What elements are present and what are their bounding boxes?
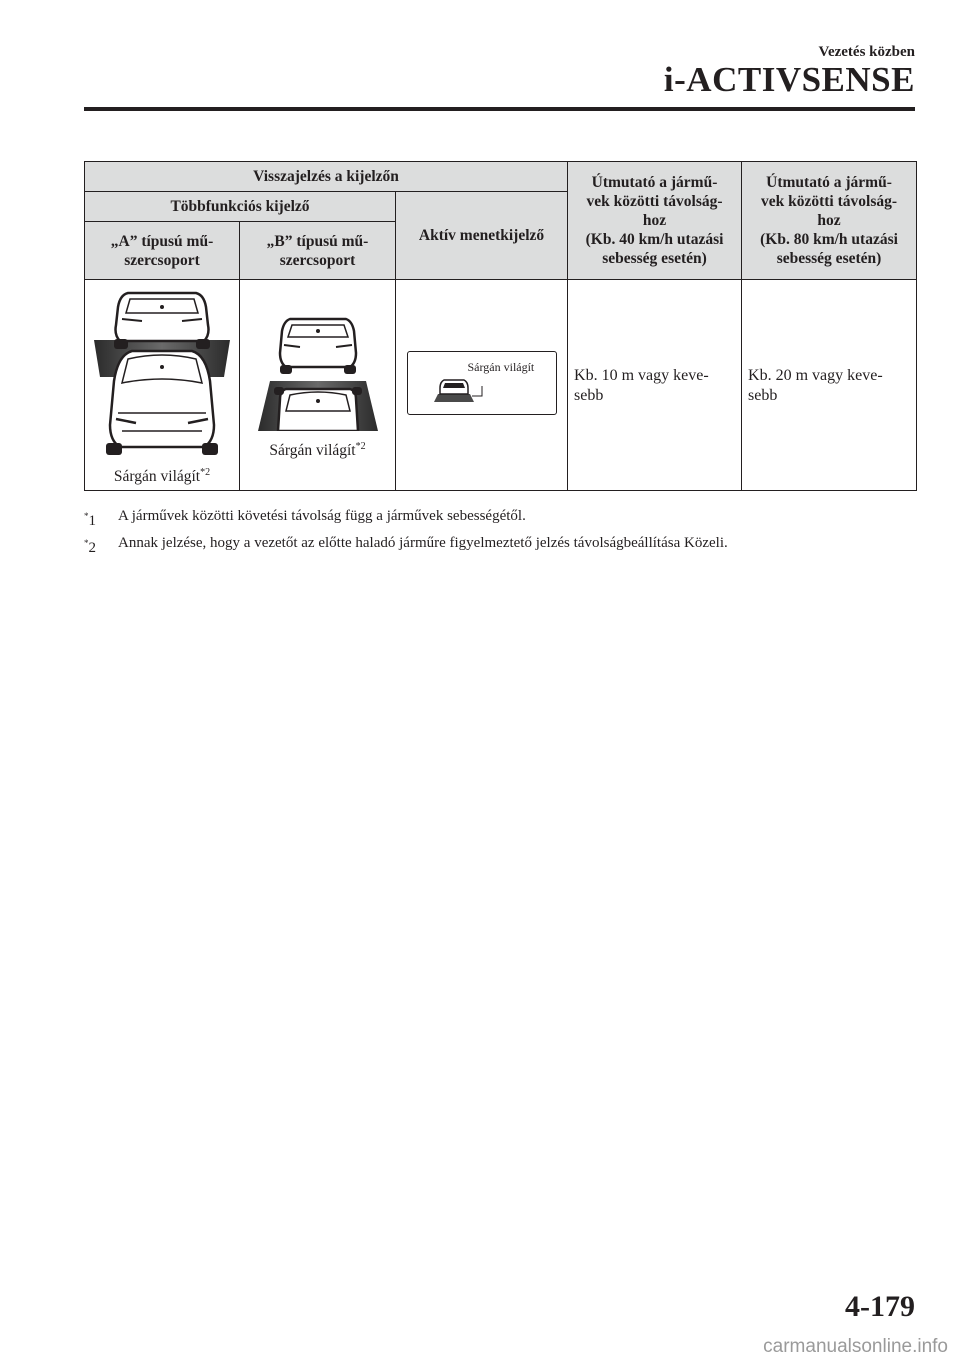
type-b-caption: Sárgán világít$^{*2}$ bbox=[269, 441, 366, 460]
distance-40-cell: Kb. 10 m vagy keve- sebb bbox=[568, 280, 742, 491]
section-heading: Vezetés közben bbox=[818, 44, 915, 60]
type-b-cars-illustration bbox=[256, 313, 380, 431]
header-multi-display: Többfunkciós kijelző bbox=[85, 192, 396, 222]
header-guide-40: Útmutató a jármű- vek közötti távolság- hoz (Kb. 40 km/h utazási sebesség esetén) bbox=[568, 162, 742, 280]
header-divider bbox=[84, 107, 915, 111]
header-guide-80: Útmutató a jármű- vek közötti távolság- hoz (Kb. 80 km/h utazási sebesség esetén) bbox=[742, 162, 917, 280]
page-number: 4-179 bbox=[845, 1290, 915, 1323]
footnote-2: *2 Annak jelzése, hogy a vezetőt az előtte haladó járműre figyelmeztető jelzés távolságbeállítása Közeli. bbox=[84, 535, 728, 556]
active-display-illustration bbox=[407, 351, 557, 415]
type-a-illustration-cell bbox=[85, 280, 240, 491]
type-a-cars-illustration bbox=[92, 285, 232, 463]
distance-80-cell: Kb. 20 m vagy keve- sebb bbox=[742, 280, 917, 491]
header-active-display: Aktív menetkijelző bbox=[396, 192, 568, 280]
active-display-caption: Sárgán világít bbox=[467, 360, 535, 374]
page-title: i-ACTIVSENSE bbox=[663, 60, 915, 99]
footnote-1: *1 A járművek közötti követési távolság függ a járművek sebességétől. bbox=[84, 508, 526, 529]
header-display-indication: Visszajelzés a kijelzőn bbox=[85, 162, 568, 192]
footnotes bbox=[84, 505, 916, 559]
type-a-caption: Sárgán világít$^{*2}$ bbox=[113, 467, 211, 486]
type-b-illustration-cell bbox=[240, 280, 396, 491]
header-type-b: „B” típusú mű- szercsoport bbox=[240, 222, 396, 280]
header-type-a: „A” típusú mű- szercsoport bbox=[85, 222, 240, 280]
watermark: carmanualsonline.info bbox=[763, 1336, 948, 1357]
distance-guide-table bbox=[84, 161, 917, 491]
active-display-cell bbox=[396, 280, 568, 491]
